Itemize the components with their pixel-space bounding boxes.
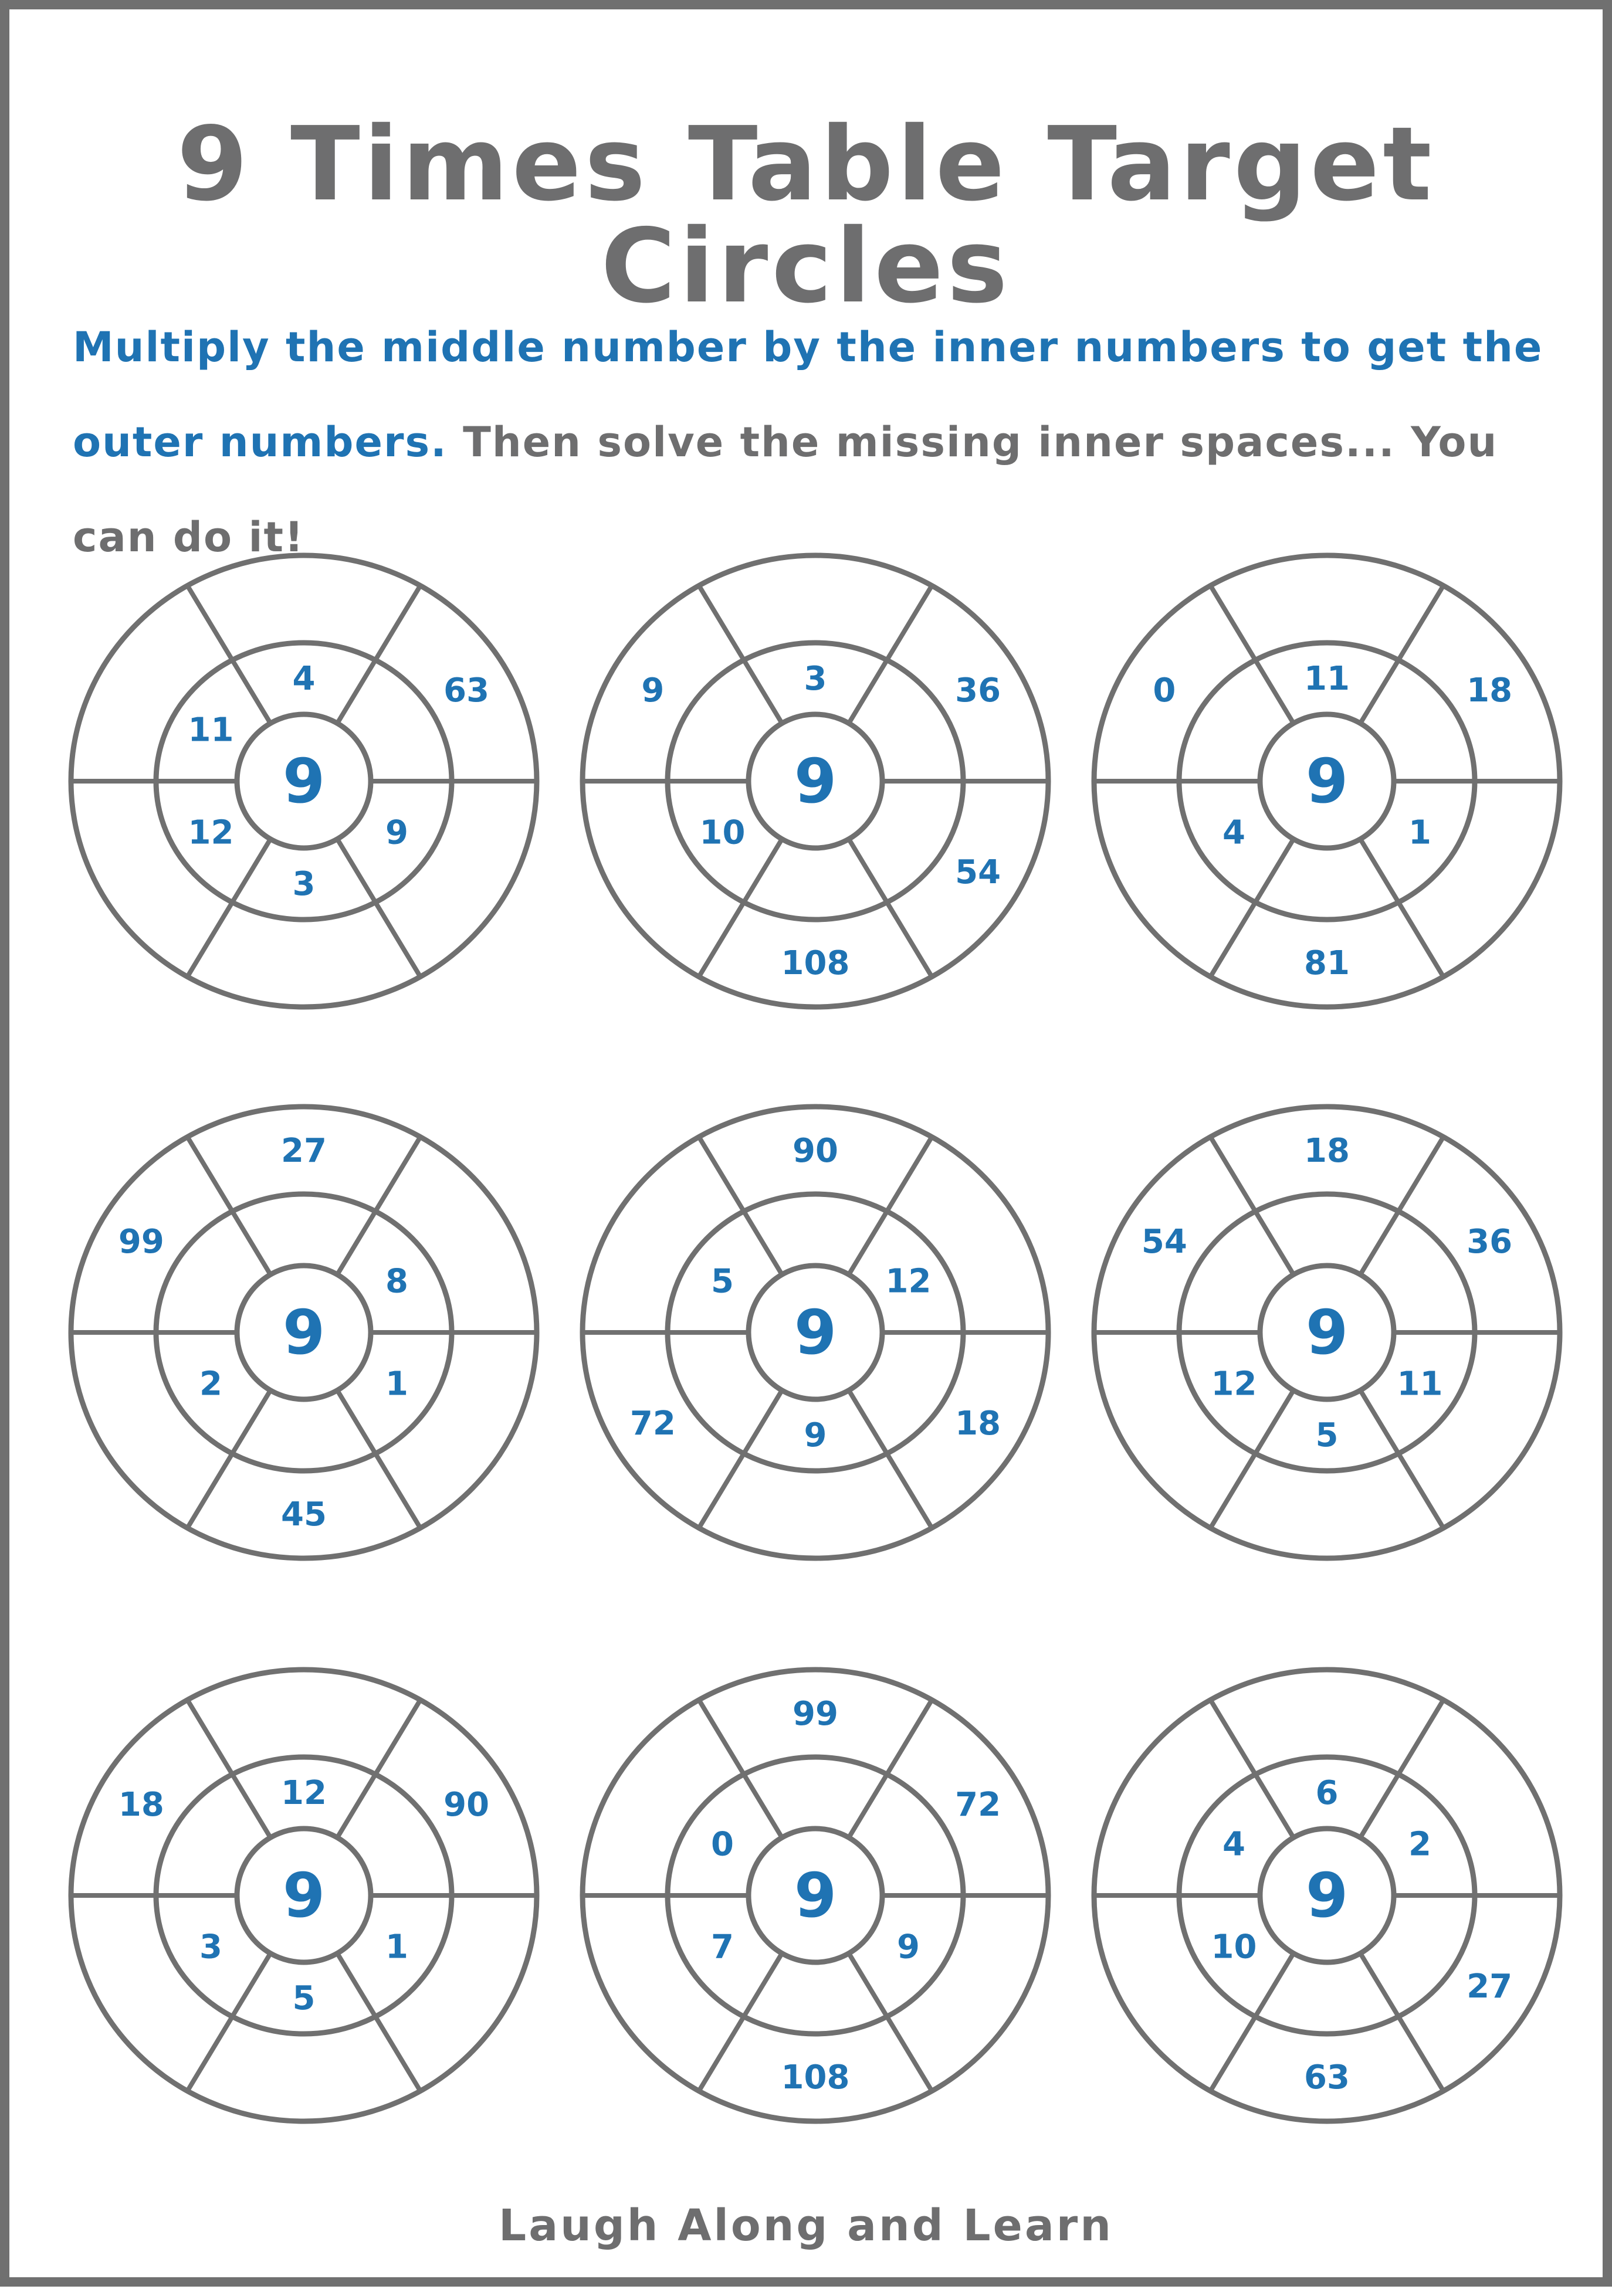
outer-number: 18 [118, 1786, 164, 1824]
outer-number: 9 [641, 671, 665, 710]
inner-number: 12 [281, 1774, 327, 1812]
segment-divider [699, 839, 783, 977]
segment-divider [699, 1700, 783, 1838]
center-number: 9 [282, 1297, 326, 1368]
outer-number: 18 [1304, 1132, 1350, 1170]
target-circle [1094, 555, 1560, 1007]
page-title: 9 Times Table Target Circles [177, 105, 1435, 326]
segment-divider [849, 1700, 932, 1838]
inner-number: 10 [1211, 1928, 1257, 1966]
outer-number: 90 [443, 1786, 490, 1824]
outer-number: 0 [1153, 671, 1176, 710]
segment-divider [337, 1700, 421, 1838]
segment-divider [699, 586, 783, 724]
segment-divider [849, 1954, 932, 2091]
inner-number: 2 [199, 1365, 223, 1403]
inner-number: 6 [1315, 1774, 1339, 1812]
segment-divider [849, 586, 932, 724]
inner-number: 2 [1408, 1825, 1431, 1864]
outer-number: 108 [781, 2058, 850, 2097]
target-circle [583, 555, 1048, 1007]
inner-number: 5 [292, 1979, 316, 2017]
target-circles-grid [9, 9, 1612, 2296]
outer-number: 63 [1304, 2058, 1350, 2097]
segment-divider [1360, 1700, 1444, 1838]
inner-number: 1 [385, 1365, 408, 1403]
segment-divider [849, 1137, 932, 1275]
inner-number: 9 [804, 1416, 827, 1454]
inner-number: 7 [711, 1928, 734, 1966]
inner-number: 1 [1408, 813, 1431, 852]
instructions-challenge: Then solve the missing inner spaces... You can do it! [73, 418, 1498, 561]
segment-divider [849, 839, 932, 977]
inner-number: 11 [1304, 660, 1350, 698]
segment-divider [1211, 1700, 1294, 1838]
inner-number: 4 [1222, 813, 1246, 852]
outer-number: 108 [781, 944, 850, 982]
segment-divider [1360, 1954, 1444, 2091]
center-number: 9 [794, 1860, 837, 1931]
target-circle [583, 1670, 1048, 2121]
inner-number: 11 [1397, 1365, 1443, 1403]
segment-divider [1211, 1954, 1294, 2091]
segment-divider [188, 1954, 271, 2091]
center-number: 9 [1305, 1297, 1349, 1368]
inner-number: 10 [699, 813, 746, 852]
segment-divider [188, 1700, 271, 1838]
inner-number: 1 [385, 1928, 408, 1966]
outer-number: 18 [1467, 671, 1513, 710]
outer-number: 45 [281, 1495, 327, 1534]
segment-divider [337, 1391, 421, 1528]
inner-number: 5 [711, 1262, 734, 1301]
segment-divider [337, 586, 421, 724]
outer-number: 72 [629, 1405, 676, 1443]
footer-brand: Laugh Along and Learn [499, 2200, 1113, 2251]
center-number: 9 [1305, 745, 1349, 817]
segment-divider [1211, 839, 1294, 977]
outer-number: 81 [1304, 944, 1350, 982]
outer-number: 63 [443, 671, 490, 710]
center-number: 9 [794, 745, 837, 817]
inner-number: 4 [1222, 1825, 1246, 1864]
segment-divider [699, 1137, 783, 1275]
outer-number: 36 [955, 671, 1001, 710]
inner-number: 9 [385, 813, 408, 852]
center-number: 9 [1305, 1860, 1349, 1931]
segment-divider [1211, 1391, 1294, 1528]
segment-divider [699, 1391, 783, 1528]
outer-number: 18 [955, 1405, 1001, 1443]
inner-number: 12 [885, 1262, 932, 1301]
segment-divider [1211, 1137, 1294, 1275]
inner-number: 3 [199, 1928, 223, 1966]
outer-number: 99 [118, 1223, 164, 1261]
outer-number: 27 [281, 1132, 327, 1170]
segment-divider [1360, 1391, 1444, 1528]
inner-number: 12 [1211, 1365, 1257, 1403]
target-circle [583, 1107, 1048, 1558]
outer-number: 54 [955, 853, 1001, 891]
outer-number: 27 [1467, 1968, 1513, 2006]
outer-number: 72 [955, 1786, 1001, 1824]
center-number: 9 [282, 745, 326, 817]
inner-number: 5 [1315, 1416, 1339, 1454]
segment-divider [1360, 1137, 1444, 1275]
segment-divider [1360, 839, 1444, 977]
outer-number: 36 [1467, 1223, 1513, 1261]
inner-number: 9 [896, 1928, 920, 1966]
outer-number: 90 [793, 1132, 838, 1170]
segment-divider [188, 586, 271, 724]
segment-divider [1211, 586, 1294, 724]
center-number: 9 [282, 1860, 326, 1931]
target-circle [71, 555, 537, 1007]
segment-divider [699, 1954, 783, 2091]
inner-number: 0 [711, 1825, 734, 1864]
target-circle [1094, 1107, 1560, 1558]
instructions-main: Multiply the middle number by the inner numbers to get the outer numbers. [73, 323, 1543, 466]
center-number: 9 [794, 1297, 837, 1368]
segment-divider [188, 1137, 271, 1275]
inner-number: 12 [188, 813, 234, 852]
inner-number: 3 [292, 865, 316, 903]
target-circle [71, 1107, 537, 1558]
segment-divider [337, 1137, 421, 1275]
inner-number: 11 [188, 711, 234, 749]
segment-divider [337, 839, 421, 977]
segment-divider [337, 1954, 421, 2091]
segment-divider [1360, 586, 1444, 724]
outer-number: 99 [793, 1695, 838, 1733]
inner-number: 3 [804, 660, 827, 698]
outer-number: 54 [1141, 1223, 1187, 1261]
target-circle [1094, 1670, 1560, 2121]
segment-divider [188, 1391, 271, 1528]
inner-number: 4 [292, 660, 316, 698]
target-circle [71, 1670, 537, 2121]
segment-divider [188, 839, 271, 977]
inner-number: 8 [385, 1262, 408, 1301]
segment-divider [849, 1391, 932, 1528]
